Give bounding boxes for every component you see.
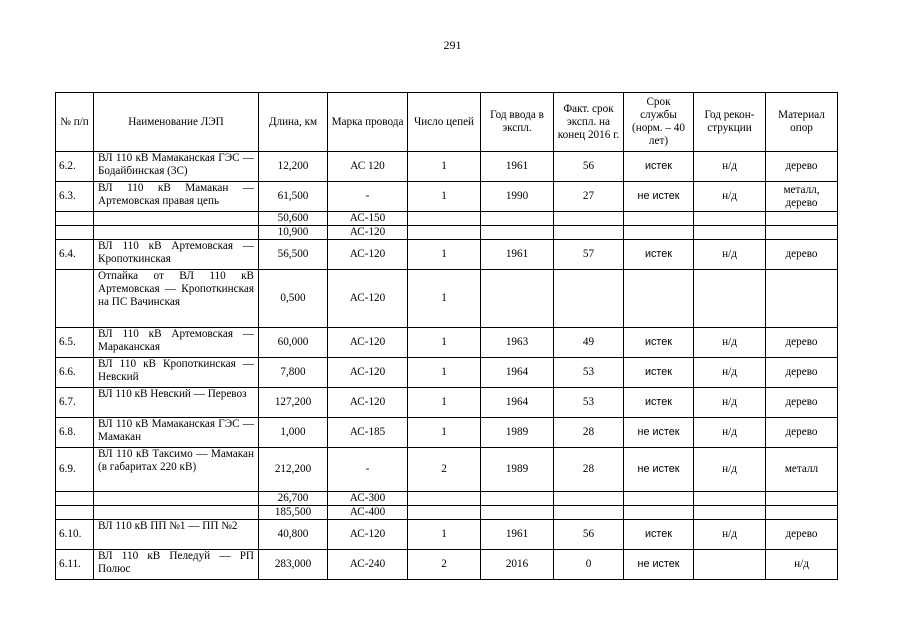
row-reconstruction: н/д <box>694 358 766 388</box>
row-name: ВЛ 110 кВ Кропоткинская — Невский <box>94 358 259 388</box>
row-num: 6.10. <box>56 520 94 550</box>
row-num <box>56 506 94 520</box>
header-wire: Марка провода <box>328 93 408 152</box>
row-year <box>481 270 554 328</box>
row-name <box>94 226 259 240</box>
table-row <box>56 506 838 520</box>
row-wire: АС-120 <box>328 226 408 240</box>
row-circuits <box>408 492 481 506</box>
row-service-life <box>624 492 694 506</box>
row-service-life: истек <box>624 328 694 358</box>
row-year <box>481 506 554 520</box>
row-wire: - <box>328 448 408 492</box>
row-reconstruction: н/д <box>694 388 766 418</box>
row-service-life: истек <box>624 240 694 270</box>
row-circuits: 1 <box>408 418 481 448</box>
power-lines-table <box>55 92 838 580</box>
row-reconstruction: н/д <box>694 240 766 270</box>
row-wire: АС-120 <box>328 270 408 328</box>
row-length: 56,500 <box>259 240 328 270</box>
row-actual-term: 56 <box>554 152 624 182</box>
row-reconstruction: н/д <box>694 328 766 358</box>
row-length: 283,000 <box>259 550 328 580</box>
table-row <box>56 418 838 448</box>
row-year: 1963 <box>481 328 554 358</box>
row-circuits: 2 <box>408 550 481 580</box>
table-row <box>56 182 838 212</box>
row-material: металл, дерево <box>766 182 838 212</box>
row-actual-term: 0 <box>554 550 624 580</box>
row-circuits: 1 <box>408 328 481 358</box>
row-actual-term <box>554 226 624 240</box>
row-num <box>56 492 94 506</box>
row-reconstruction <box>694 492 766 506</box>
row-length: 7,800 <box>259 358 328 388</box>
header-circuits: Число цепей <box>408 93 481 152</box>
row-year: 1961 <box>481 152 554 182</box>
row-name <box>94 212 259 226</box>
row-material: дерево <box>766 240 838 270</box>
row-circuits <box>408 226 481 240</box>
row-service-life <box>624 506 694 520</box>
row-actual-term: 28 <box>554 418 624 448</box>
header-reconstruction: Год рекон-струкции <box>694 93 766 152</box>
row-year <box>481 212 554 226</box>
row-num: 6.6. <box>56 358 94 388</box>
row-circuits: 1 <box>408 388 481 418</box>
table-row <box>56 270 838 328</box>
row-wire: АС-185 <box>328 418 408 448</box>
header-name: Наименование ЛЭП <box>94 93 259 152</box>
row-material: дерево <box>766 388 838 418</box>
row-wire: АС-120 <box>328 520 408 550</box>
row-year: 1989 <box>481 448 554 492</box>
row-service-life: не истек <box>624 550 694 580</box>
header-year: Год ввода в экспл. <box>481 93 554 152</box>
header-num: № п/п <box>56 93 94 152</box>
row-name: Отпайка от ВЛ 110 кВ Артемовская — Кропоткинская на ПС Вачинская <box>94 270 259 328</box>
row-length: 0,500 <box>259 270 328 328</box>
row-actual-term: 49 <box>554 328 624 358</box>
row-service-life: истек <box>624 358 694 388</box>
row-length: 1,000 <box>259 418 328 448</box>
row-service-life: истек <box>624 388 694 418</box>
row-wire: АС 120 <box>328 152 408 182</box>
table-row <box>56 550 838 580</box>
page-number: 291 <box>443 38 462 52</box>
row-circuits <box>408 506 481 520</box>
row-reconstruction: н/д <box>694 520 766 550</box>
row-circuits: 1 <box>408 240 481 270</box>
row-service-life: не истек <box>624 182 694 212</box>
row-year: 2016 <box>481 550 554 580</box>
row-year <box>481 226 554 240</box>
row-actual-term: 28 <box>554 448 624 492</box>
table-header-row <box>56 93 838 152</box>
row-reconstruction <box>694 550 766 580</box>
table-row <box>56 520 838 550</box>
row-reconstruction: н/д <box>694 152 766 182</box>
row-length: 10,900 <box>259 226 328 240</box>
row-num: 6.8. <box>56 418 94 448</box>
row-length: 185,500 <box>259 506 328 520</box>
row-material: металл <box>766 448 838 492</box>
row-num: 6.2. <box>56 152 94 182</box>
row-wire: АС-120 <box>328 358 408 388</box>
row-reconstruction: н/д <box>694 182 766 212</box>
row-actual-term <box>554 506 624 520</box>
table-row <box>56 226 838 240</box>
table-row <box>56 388 838 418</box>
row-year: 1961 <box>481 240 554 270</box>
row-wire: - <box>328 182 408 212</box>
row-circuits: 1 <box>408 270 481 328</box>
row-service-life: не истек <box>624 448 694 492</box>
header-actual-term: Факт. срок экспл. на конец 2016 г. <box>554 93 624 152</box>
row-name: ВЛ 110 кВ Мамаканская ГЭС — Бодайбинская (3С) <box>94 152 259 182</box>
row-service-life: не истек <box>624 418 694 448</box>
header-service-life: Срок службы (норм. – 40 лет) <box>624 93 694 152</box>
row-reconstruction: н/д <box>694 418 766 448</box>
row-num: 6.3. <box>56 182 94 212</box>
table-row <box>56 328 838 358</box>
row-wire: АС-150 <box>328 212 408 226</box>
row-num: 6.4. <box>56 240 94 270</box>
row-year: 1964 <box>481 388 554 418</box>
row-material <box>766 226 838 240</box>
row-length: 12,200 <box>259 152 328 182</box>
header-length: Длина, км <box>259 93 328 152</box>
row-service-life: истек <box>624 520 694 550</box>
row-reconstruction <box>694 270 766 328</box>
row-material <box>766 270 838 328</box>
row-material: н/д <box>766 550 838 580</box>
row-num <box>56 212 94 226</box>
row-actual-term: 27 <box>554 182 624 212</box>
row-service-life: истек <box>624 152 694 182</box>
row-wire: АС-120 <box>328 388 408 418</box>
row-material: дерево <box>766 418 838 448</box>
row-length: 26,700 <box>259 492 328 506</box>
row-material <box>766 506 838 520</box>
row-length: 127,200 <box>259 388 328 418</box>
row-length: 40,800 <box>259 520 328 550</box>
row-num: 6.5. <box>56 328 94 358</box>
row-actual-term <box>554 492 624 506</box>
row-num <box>56 270 94 328</box>
row-name <box>94 506 259 520</box>
row-year <box>481 492 554 506</box>
row-name: ВЛ 110 кВ ПП №1 — ПП №2 <box>94 520 259 550</box>
table-row <box>56 358 838 388</box>
row-actual-term: 53 <box>554 388 624 418</box>
row-circuits: 1 <box>408 182 481 212</box>
table-row <box>56 492 838 506</box>
row-actual-term <box>554 212 624 226</box>
row-reconstruction: н/д <box>694 448 766 492</box>
row-circuits <box>408 212 481 226</box>
table-row <box>56 448 838 492</box>
row-length: 212,200 <box>259 448 328 492</box>
header-material: Материал опор <box>766 93 838 152</box>
row-circuits: 1 <box>408 152 481 182</box>
row-wire: АС-400 <box>328 506 408 520</box>
table-row <box>56 212 838 226</box>
row-num <box>56 226 94 240</box>
row-material: дерево <box>766 520 838 550</box>
row-circuits: 1 <box>408 520 481 550</box>
row-name: ВЛ 110 кВ Мамаканская ГЭС — Мамакан <box>94 418 259 448</box>
row-material: дерево <box>766 152 838 182</box>
row-circuits: 1 <box>408 358 481 388</box>
row-length: 61,500 <box>259 182 328 212</box>
row-material: дерево <box>766 358 838 388</box>
row-material: дерево <box>766 328 838 358</box>
table-row <box>56 240 838 270</box>
row-circuits: 2 <box>408 448 481 492</box>
row-year: 1989 <box>481 418 554 448</box>
row-service-life <box>624 212 694 226</box>
row-name: ВЛ 110 кВ Невский — Перевоз <box>94 388 259 418</box>
row-service-life <box>624 270 694 328</box>
row-material <box>766 212 838 226</box>
row-num: 6.11. <box>56 550 94 580</box>
row-actual-term: 53 <box>554 358 624 388</box>
row-wire: АС-120 <box>328 328 408 358</box>
row-actual-term: 57 <box>554 240 624 270</box>
row-num: 6.7. <box>56 388 94 418</box>
row-reconstruction <box>694 226 766 240</box>
row-name: ВЛ 110 кВ Таксимо — Мамакан (в габаритах 220 кВ) <box>94 448 259 492</box>
row-name: ВЛ 110 кВ Мамакан — Артемовская правая цепь <box>94 182 259 212</box>
row-reconstruction <box>694 506 766 520</box>
row-name <box>94 492 259 506</box>
row-year: 1964 <box>481 358 554 388</box>
row-year: 1990 <box>481 182 554 212</box>
row-name: ВЛ 110 кВ Артемовская — Кропоткинская <box>94 240 259 270</box>
row-service-life <box>624 226 694 240</box>
row-num: 6.9. <box>56 448 94 492</box>
row-wire: АС-240 <box>328 550 408 580</box>
row-wire: АС-300 <box>328 492 408 506</box>
row-material <box>766 492 838 506</box>
row-reconstruction <box>694 212 766 226</box>
row-length: 50,600 <box>259 212 328 226</box>
row-length: 60,000 <box>259 328 328 358</box>
table-row <box>56 152 838 182</box>
row-actual-term <box>554 270 624 328</box>
row-name: ВЛ 110 кВ Артемовская — Мараканская <box>94 328 259 358</box>
row-year: 1961 <box>481 520 554 550</box>
row-wire: АС-120 <box>328 240 408 270</box>
row-actual-term: 56 <box>554 520 624 550</box>
row-name: ВЛ 110 кВ Пеледуй — РП Полюс <box>94 550 259 580</box>
